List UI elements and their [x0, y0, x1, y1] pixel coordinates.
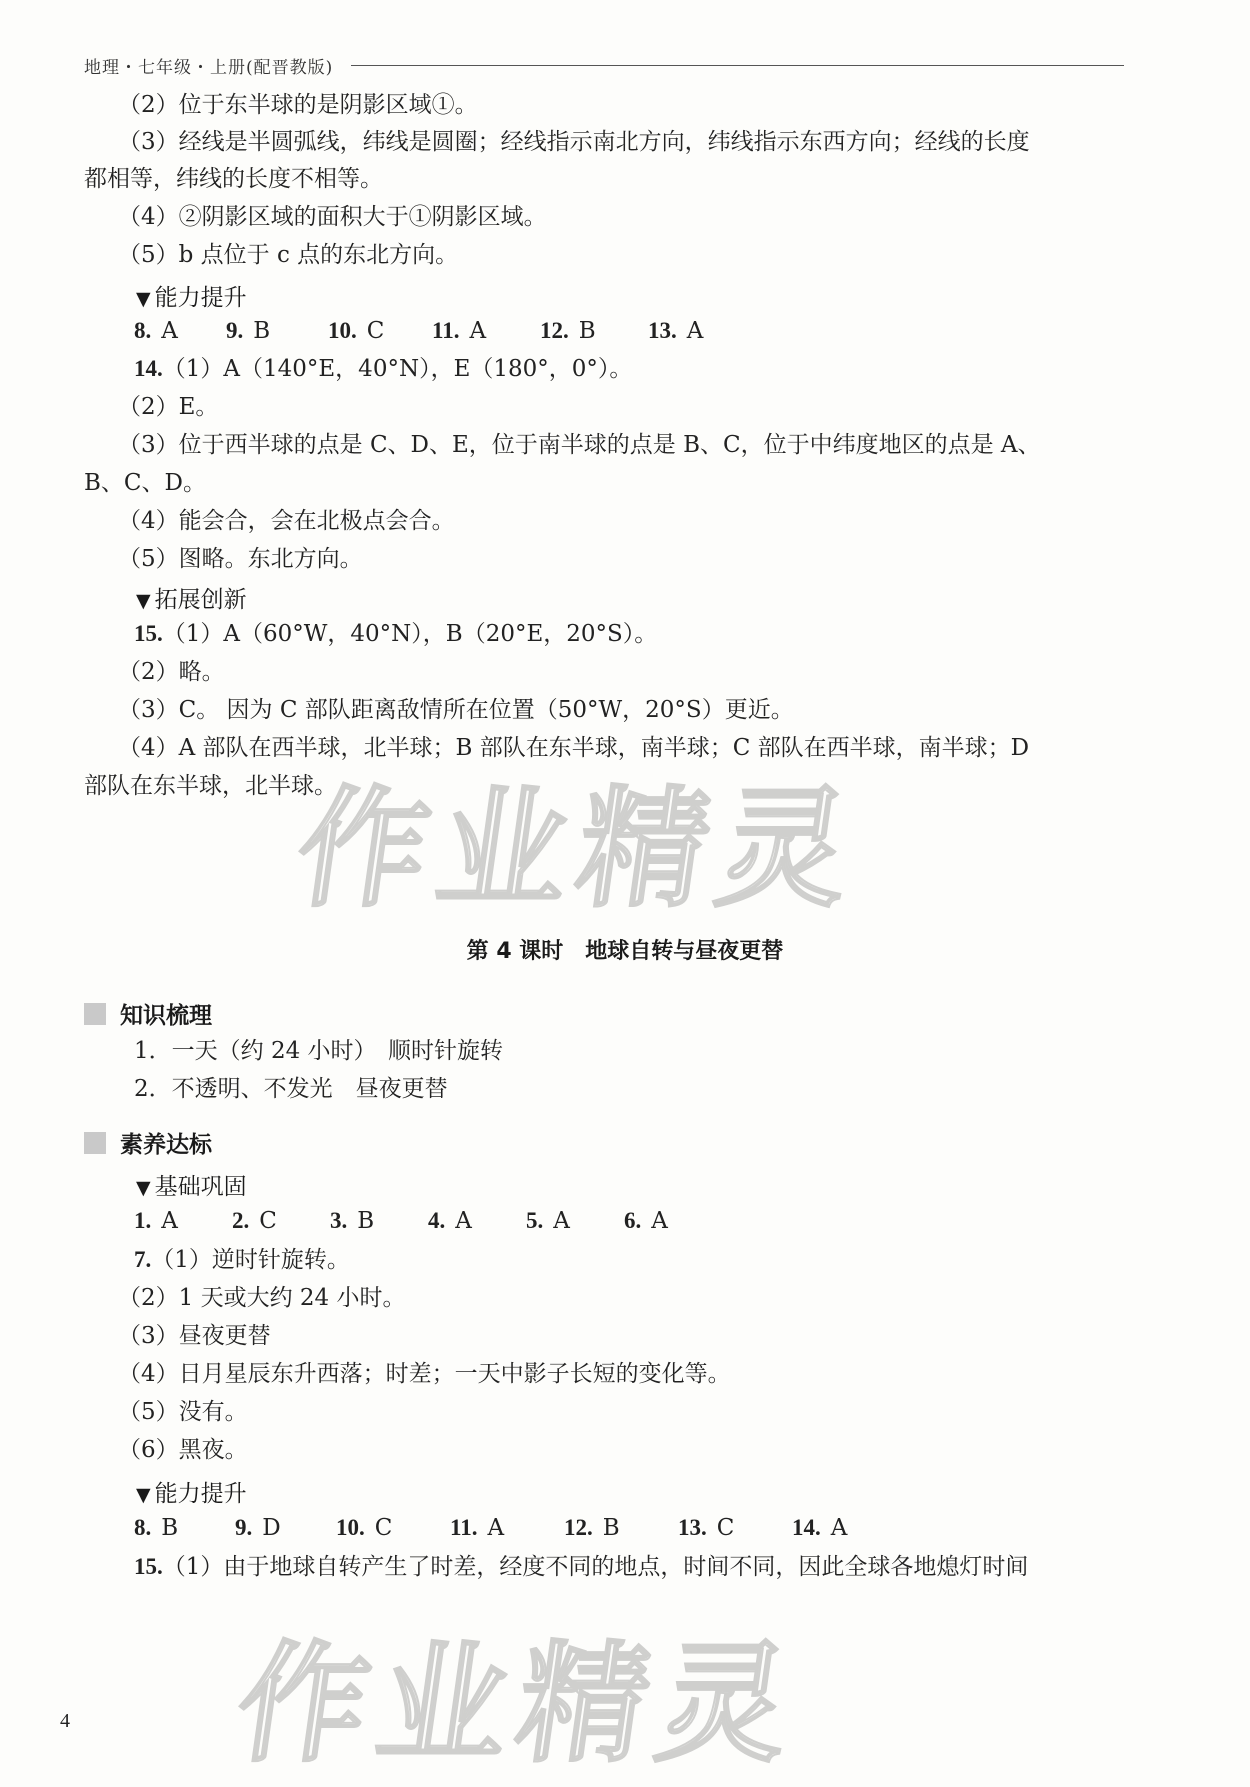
- answer-row: 1. A 2. C 3. B 4. A 5. A 6. A: [134, 1208, 668, 1234]
- text-line: （4）②阴影区域的面积大于①阴影区域。: [118, 204, 547, 230]
- triangle-down-icon: ▼: [136, 590, 151, 612]
- header-title: 地理・七年级・上册(配晋教版): [84, 57, 334, 78]
- text-line: （3）经线是半圆弧线，纬线是圆圈；经线指示南北方向，纬线指示东西方向；经线的长度: [118, 129, 1030, 155]
- header-rule: [351, 65, 1124, 66]
- page-number: 4: [60, 1710, 70, 1732]
- text-line: （5）b 点位于 c 点的东北方向。: [118, 242, 459, 268]
- text-line: （6）黑夜。: [118, 1437, 248, 1463]
- text-line: （5）图略。东北方向。: [118, 546, 363, 572]
- subheading-ability: ▼ 能力提升: [136, 1481, 247, 1507]
- text-line: （4）日月星辰东升西落；时差；一天中影子长短的变化等。: [118, 1361, 731, 1387]
- section-knowledge: 知识梳理: [84, 997, 212, 1030]
- triangle-down-icon: ▼: [136, 288, 151, 310]
- knowledge-item: 1．一天（约 24 小时） 顺时针旋转: [134, 1038, 504, 1064]
- question-15: 15.（1）A（60°W，40°N），B（20°E，20°S）。: [134, 621, 658, 647]
- page-header: [84, 50, 1124, 80]
- text-line: 都相等，纬线的长度不相等。: [84, 166, 383, 192]
- subheading-basic: ▼ 基础巩固: [136, 1174, 247, 1200]
- text-line: 部队在东半球，北半球。: [84, 773, 337, 799]
- subheading-ability: ▼ 能力提升: [136, 285, 247, 311]
- text-line: （5）没有。: [118, 1399, 248, 1425]
- section-square-icon: [84, 1003, 106, 1025]
- text-line: （2）E。: [118, 394, 219, 420]
- section-literacy: 素养达标: [84, 1126, 212, 1159]
- text-line: （4）A 部队在西半球，北半球；B 部队在东半球，南半球；C 部队在西半球，南半球；D: [118, 735, 1030, 761]
- triangle-down-icon: ▼: [136, 1177, 151, 1199]
- question-14: 14.（1）A（140°E，40°N），E（180°，0°）。: [134, 356, 633, 382]
- knowledge-item: 2．不透明、不发光 昼夜更替: [134, 1076, 448, 1102]
- text-line: （3）C。 因为 C 部队距离敌情所在位置（50°W，20°S）更近。: [118, 697, 794, 723]
- section-square-icon: [84, 1132, 106, 1154]
- triangle-down-icon: ▼: [136, 1484, 151, 1506]
- answer-row: 8. B 9. D 10. C 11. A 12. B 13. C 14. A: [134, 1515, 848, 1541]
- lesson-title: 第 4 课时 地球自转与昼夜更替: [466, 939, 784, 964]
- question-7: 7.（1）逆时针旋转。: [134, 1247, 350, 1273]
- text-line: （3）位于西半球的点是 C、D、E，位于南半球的点是 B、C，位于中纬度地区的点是 A、: [118, 432, 1041, 458]
- text-line: （2）位于东半球的是阴影区域①。: [118, 92, 478, 118]
- answer-row: 8. A 9. B 10. C 11. A 12. B 13. A: [134, 318, 704, 344]
- text-line: （2）略。: [118, 659, 225, 685]
- watermark: 作业精灵: [287, 773, 870, 925]
- text-line: （3）昼夜更替: [118, 1323, 271, 1349]
- watermark: 作业精灵: [227, 1628, 810, 1780]
- text-line: （2）1 天或大约 24 小时。: [118, 1285, 406, 1311]
- text-line: B、C、D。: [84, 470, 206, 496]
- text-line: （4）能会合，会在北极点会合。: [118, 508, 455, 534]
- question-15: 15.（1）由于地球自转产生了时差，经度不同的地点，时间不同，因此全球各地熄灯时间: [134, 1554, 1029, 1580]
- subheading-extension: ▼ 拓展创新: [136, 587, 247, 613]
